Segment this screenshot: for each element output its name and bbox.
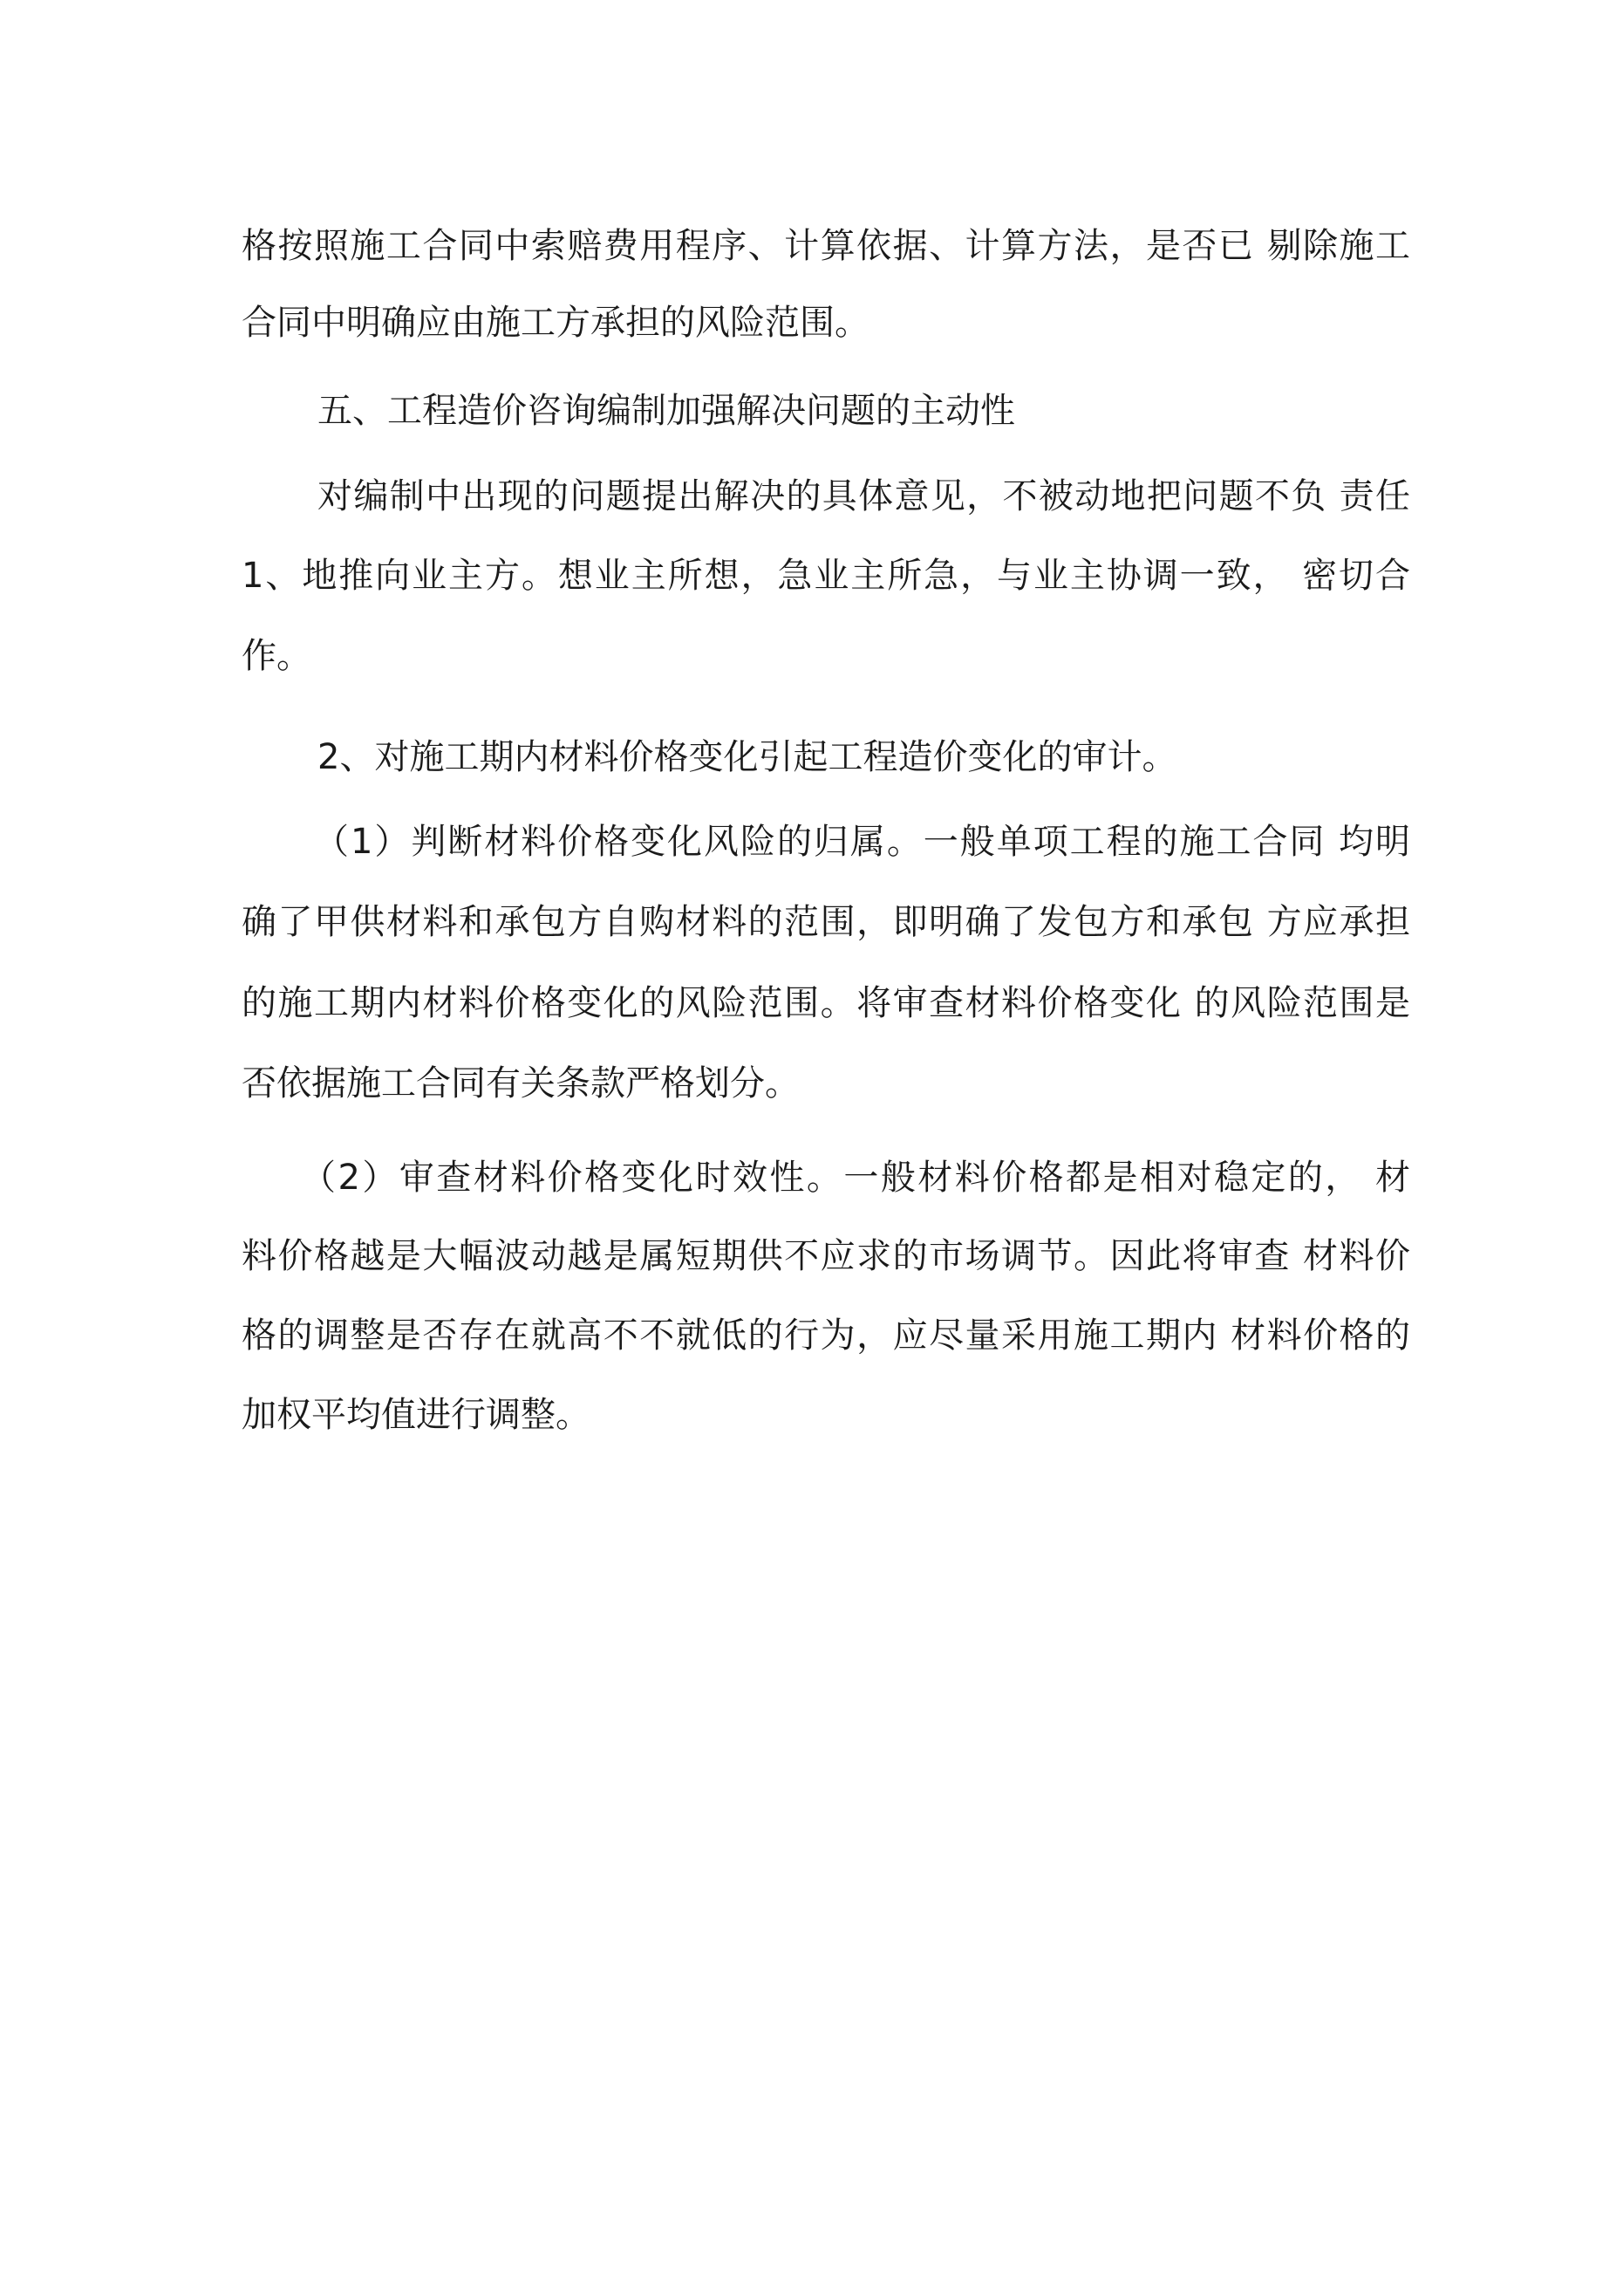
text-line: 1、地推向业主方。想业主所想，急业主所急，与业主协调一致， 密切合 <box>242 556 1410 596</box>
text-line: （1）判断材料价格变化风险的归属。一般单项工程的施工合同 均明 <box>314 822 1410 862</box>
text-line: 对编制中出现的问题提出解决的具体意见，不被动地把问题不负 责任 <box>317 476 1410 516</box>
text-line: （2）审查材料价格变化时效性。一般材料价格都是相对稳定的， 材 <box>301 1158 1410 1198</box>
text-line: 作。 <box>242 636 311 676</box>
text-line: 料价格越是大幅波动越是属短期供不应求的市场调节。因此将审查 材料价 <box>242 1236 1410 1276</box>
section-heading: 五、工程造价咨询编制加强解决问题的主动性 <box>317 391 1015 431</box>
text-line: 的施工期内材料价格变化的风险范围。将审查材料价格变化 的风险范围是 <box>242 983 1410 1023</box>
text-line: 加权平均值进行调整。 <box>242 1395 590 1435</box>
section-heading: 2、对施工期内材料价格变化引起工程造价变化的审计。 <box>317 737 1177 777</box>
text-line: 合同中明确应由施工方承担的风险范围。 <box>242 303 869 343</box>
text-line: 格按照施工合同中索赔费用程序、计算依据、计算方法，是否已 剔除施工 <box>242 226 1410 266</box>
text-line: 确了甲供材料和承包方自购材料的范围，即明确了发包方和承包 方应承担 <box>242 902 1410 942</box>
text-line: 格的调整是否存在就高不不就低的行为，应尽量采用施工期内 材料价格的 <box>242 1315 1410 1356</box>
text-line: 否依据施工合同有关条款严格划分。 <box>242 1063 800 1104</box>
